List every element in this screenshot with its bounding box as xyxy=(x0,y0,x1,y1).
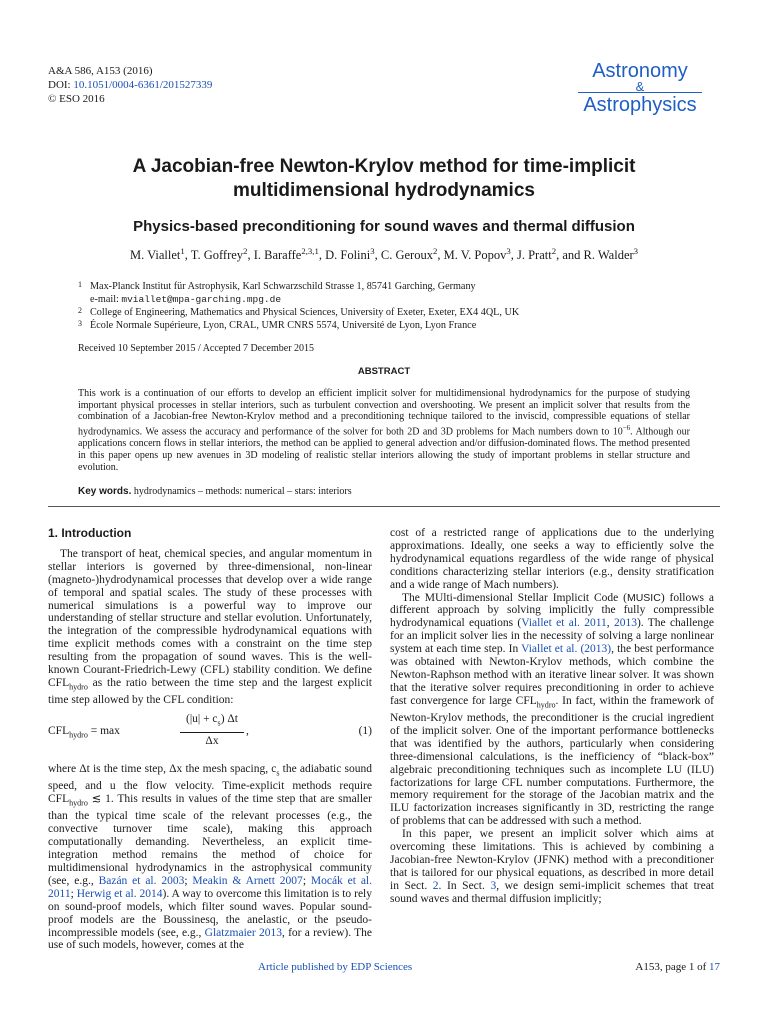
citation-link[interactable]: Viallet et al. (2013) xyxy=(521,643,612,656)
keywords xyxy=(78,486,690,497)
equation-number: (1) xyxy=(358,725,372,738)
citation-link[interactable]: Viallet et al. 2011 xyxy=(521,617,607,630)
citation: A&A 586, A153 (2016) xyxy=(48,65,153,77)
affiliation-1: 1 Max-Planck Institut für Astrophysik, Karl Schwarzschild Strasse 1, 85741 Garching, Germany xyxy=(78,280,476,292)
divider xyxy=(48,506,720,507)
keywords-list: hydrodynamics – methods: numerical – stars: interiors xyxy=(131,486,352,497)
equation-1: $CFL_{hydro} = \max$ $\frac{(|u| + c_s) \Delta t}{\Delta x}$ , (1) xyxy=(48,713,372,748)
copyright: © ESO 2016 xyxy=(48,93,105,105)
received-dates: Received 10 September 2015 / Accepted 7 December 2015 xyxy=(78,343,315,354)
affiliations xyxy=(78,280,519,332)
paragraph: The transport of heat, chemical species, and angular momentum in stellar interiors is governed by three-dimensional, non-linear (magneto-)hydrodynamical processes that develop over a wide range of temporal and spatial scales. The study of these processes with numerical simulations is a powerful way to improve our understanding of stellar structure and stellar evolution. Unfortunately, the integration of the compressible hydrodynamical equations with time explicit methods comes with a constraint on the time step resulting from the propagation of sound waves. This is the well-known Courant-Friedrich-Lewy (CFL) stability condition. We define $CFL_{hydro}$ as the ratio between the time step and the largest explicit time step allowed by the CFL condition: xyxy=(48,547,372,707)
author: R. Walder$^3$ xyxy=(583,246,639,263)
abstract-text: This work is a continuation of our efforts to develop an efficient implicit solver for multidimensional hydrodynamics for the purpose of studying important physical processes in stellar interiors, such as turbulent convection and overshooting. We present an implicit solver that results from the combination of a Jacobian-free Newton-Krylov method and a preconditioning technique tailored to the inviscid, compressible equations of stellar hydrodynamics. We assess the accuracy and performance of the solver for both 2D and 3D problems for Mach numbers down to $10^{-6}$. Although our applications concern flows in stellar interiors, the method can be applied to general advection and/or diffusion-dominated flows. The method presented in this paper opens up new avenues in 3D modeling of realistic stellar interiors allowing the study of important problems in stellar structure and evolution. xyxy=(78,388,690,473)
citation-header xyxy=(48,64,212,106)
title-line-1: A Jacobian-free Newton-Krylov method for time-implicit xyxy=(132,156,636,177)
abstract-heading: ABSTRACT xyxy=(357,366,411,377)
code-name: MUSIC xyxy=(626,591,661,604)
paper-title xyxy=(48,155,720,203)
section-heading: 1. Introduction xyxy=(48,526,132,540)
journal-ampersand: & xyxy=(578,82,702,93)
equation-fraction: $\frac{(|u| + c_s) \Delta t}{\Delta x}$ xyxy=(180,713,244,748)
page-number: A153, page 1 of 17 xyxy=(635,961,720,973)
journal-logo xyxy=(560,60,720,115)
author: D. Folini$^3$, xyxy=(325,246,381,263)
paragraph: The MUlti-dimensional Stellar Implicit Code (MUSIC) follows a different approach by solving implicitly the fully compressible hydrodynamical equations (Viallet et al. 2011, 2013). The challenge for an implicit solver lies in the necessity of solving a large nonlinear system at each time step. In Viallet et al. (2013), the best performance was obtained with Newton-Krylov methods, which combine the Newton-Raphson method with an iterative linear solver. It was shown that the iterative solver requires preconditioning in order to achieve fast convergence for large $CFL_{hydro}$. In fact, within the framework of Newton-Krylov methods, the preconditioner is the crucial ingredient of the implicit solver. One of the important performance bottlenecks that was identified by the authors, particularly when considering three-dimensional calculations, is the inefficiency of “black-box” algebraic preconditioning techniques such as incomplete LU (ILU) factorizations for large CFL number computations. Furthermore, the memory requirement for the storage of the Jacobian matrix and the ILU factorization increases significantly in 3D, restricting the range of problems that can be addressed with such a method. xyxy=(390,591,715,828)
page-total-link[interactable]: 17 xyxy=(709,961,720,973)
paragraph: cost of a restricted range of applications due to the underlying approximations. Ideally, one seeks a way to efficiently solve the hydrodynamical equations regardless of the wide range of physical conditions characterizing stellar interiors (e.g., density stratification and a wide range of Mach numbers). xyxy=(390,527,714,591)
author: M. V. Popov$^3$, xyxy=(443,246,517,263)
doi-link[interactable]: 10.1051/0004-6361/201527339 xyxy=(73,79,213,91)
affiliation-1-email: e-mail: mviallet@mpa-garching.mpg.de xyxy=(90,294,282,305)
section-link[interactable]: 3 xyxy=(490,879,497,892)
keywords-label: Key words. xyxy=(78,486,132,497)
author: T. Goffrey$^2$, xyxy=(190,246,254,263)
affiliation-3: 3 École Normale Supérieure, Lyon, CRAL, UMR CNRS 5574, Université de Lyon, Lyon France xyxy=(78,319,477,331)
journal-name-line2: Astrophysics xyxy=(583,94,697,116)
paragraph: In this paper, we present an implicit solver which aims at overcoming these limitations. This is achieved by combining a Jacobian-free Newton-Krylov (JFNK) method with a preconditioner that is tailored for our physical equations, as described in more detail in Sect. 2. In Sect. 3, we design semi-implicit schemes that treat sound waves and thermal diffusion implicitly; xyxy=(390,828,714,905)
citation-link[interactable]: Herwig et al. 2014 xyxy=(76,887,163,900)
right-column xyxy=(390,527,714,906)
author: C. Geroux$^2$, xyxy=(380,246,444,263)
paper-subtitle: Physics-based preconditioning for sound waves and thermal diffusion xyxy=(133,218,635,235)
email-link[interactable]: mviallet@mpa-garching.mpg.de xyxy=(121,294,282,305)
left-column xyxy=(48,527,372,952)
equation-lhs: $CFL_{hydro} = \max$ xyxy=(48,725,120,740)
author: M. Viallet$^1$, xyxy=(129,246,191,263)
title-line-2: multidimensional hydrodynamics xyxy=(233,180,535,201)
section-link[interactable]: 2 xyxy=(432,879,439,892)
citation-link[interactable]: Meakin & Arnett 2007 xyxy=(192,874,303,887)
citation-link[interactable]: 2013 xyxy=(613,617,637,630)
paragraph: where Δt is the time step, Δx the mesh spacing, $c_s$ the adiabatic sound speed, and u the flow velocity. Time-explicit methods require $CFL_{hydro}$ ≲ 1. This results in values of the time step that are smaller than the typical time scale of the relevant processes (e.g., the convective turnover time scale), making this approach computationally demanding. Nevertheless, an explicit time-integration method remains the method of choice for multidimensional hydrodynamics in the astrophysical community (see, e.g., Bazán et al. 2003; Meakin & Arnett 2007; Mocák et al. 2011; Herwig et al. 2014). A way to overcome this limitation is to rely on sound-proof models, which filter sound waves. Popular sound-proof models are the Boussinesq, the anelastic, or the pseudo-incompressible models (see, e.g., Glatzmaier 2013, for a review). The use of such models, however, comes at the xyxy=(48,763,372,952)
publisher-link[interactable]: Article published by EDP Sciences xyxy=(258,961,413,973)
citation-link[interactable]: Bazán et al. 2003 xyxy=(98,874,185,887)
journal-name-line1: Astronomy xyxy=(592,60,688,82)
author: I. Baraffe$^{2,3,1}$, xyxy=(253,246,326,263)
citation-link[interactable]: Mocák et al. 2011 xyxy=(48,874,372,900)
author-list xyxy=(48,246,720,263)
author: J. Pratt$^2$, and xyxy=(516,246,584,263)
doi-label: DOI: xyxy=(48,79,74,91)
affiliation-2: 2 College of Engineering, Mathematics and Physical Sciences, University of Exeter, Exeter, EX4 4QL, UK xyxy=(78,306,520,318)
doi-line xyxy=(48,78,212,92)
citation-link[interactable]: Glatzmaier 2013 xyxy=(204,926,282,939)
